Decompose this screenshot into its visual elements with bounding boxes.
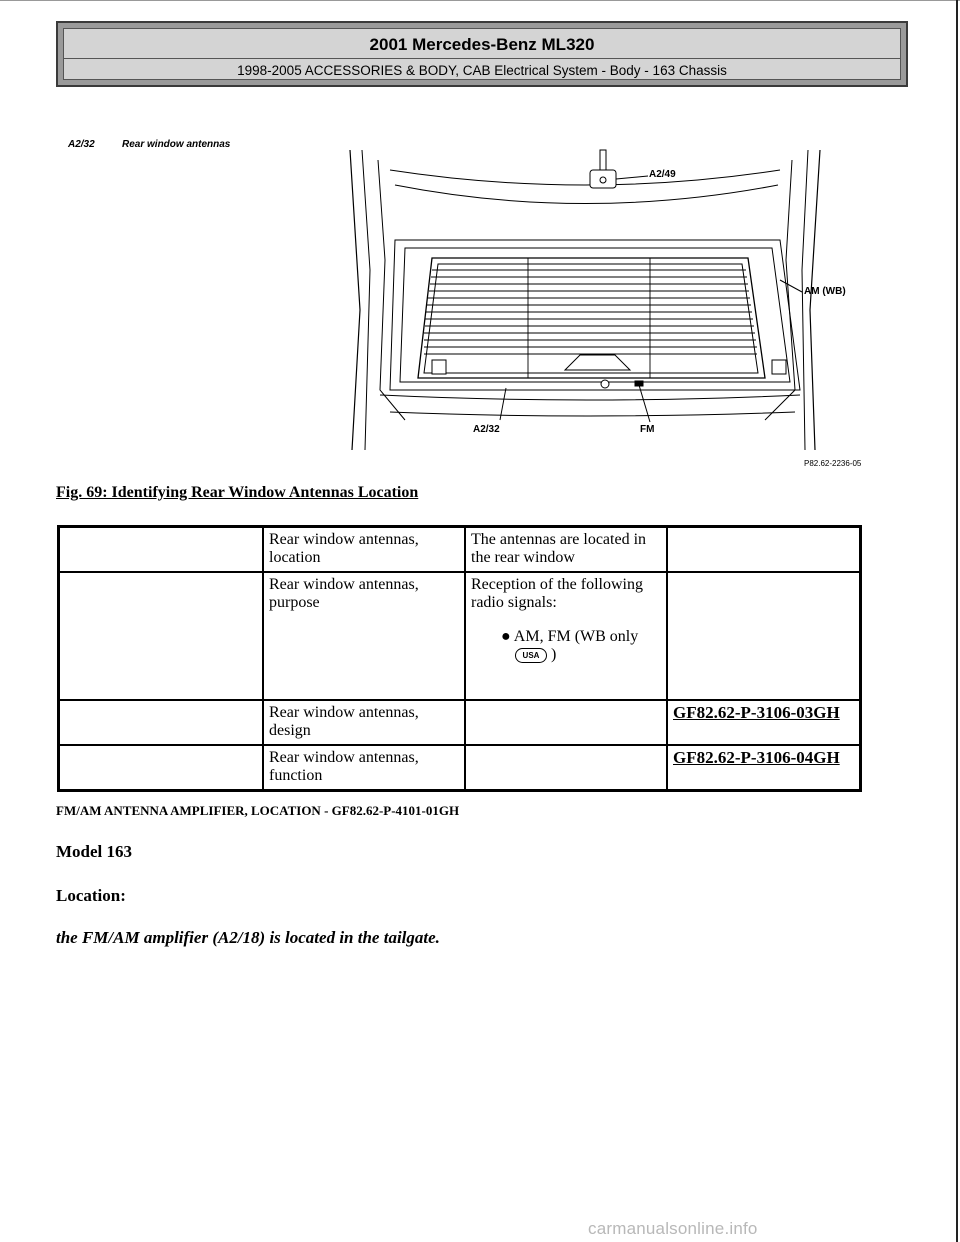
usa-badge-icon: USA — [515, 648, 547, 663]
callout-rear-window-antenna: A2/32 — [473, 424, 500, 435]
model-heading: Model 163 — [56, 842, 133, 861]
header-title: 2001 Mercedes-Benz ML320 — [369, 35, 595, 54]
table-row — [59, 527, 861, 573]
function-link[interactable]: GF82.62-P-3106-04GH — [673, 748, 840, 767]
footer-watermark: carmanualsonline.info — [588, 1219, 758, 1238]
callout-fm: FM — [640, 424, 655, 435]
table-row — [59, 745, 861, 791]
bullet-icon: ● — [501, 628, 511, 645]
row-name: Rear window antennas, purpose — [263, 572, 465, 700]
rear-window-antennas-figure — [60, 130, 880, 480]
figure-code-label: A2/32 — [68, 139, 95, 150]
page-top-border — [0, 0, 960, 1]
figure-caption: Fig. 69: Identifying Rear Window Antennas Location — [56, 484, 419, 501]
row-name: Rear window antennas, location — [263, 527, 465, 573]
document-header — [56, 21, 908, 87]
callout-am-wb: AM (WB) — [804, 286, 846, 297]
header-subtitle: 1998-2005 ACCESSORIES & BODY, CAB Electrical System - Body - 163 Chassis — [237, 63, 727, 78]
antenna-info-table — [57, 525, 862, 792]
row-description: Reception of the following radio signals: — [471, 576, 643, 611]
figure-heading: Rear window antennas — [122, 139, 231, 150]
figure-reference-number: P82.62-2236-05 — [804, 459, 862, 468]
table-row — [59, 700, 861, 745]
table-row — [59, 572, 861, 700]
callout-roof-antenna: A2/49 — [649, 169, 676, 180]
page-right-border — [956, 0, 958, 1242]
row-name: Rear window antennas, design — [263, 700, 465, 745]
section-title: FM/AM ANTENNA AMPLIFIER, LOCATION - GF82.62-P-4101-01GH — [56, 803, 460, 818]
bullet-item: ● AM, FM (WB only USA ) — [501, 628, 639, 663]
design-link[interactable]: GF82.62-P-3106-03GH — [673, 703, 840, 722]
row-description: The antennas are located in the rear window — [465, 527, 667, 573]
location-label: Location: — [56, 886, 126, 905]
row-name: Rear window antennas, function — [263, 745, 465, 791]
location-text: the FM/AM amplifier (A2/18) is located in the tailgate. — [56, 928, 440, 947]
